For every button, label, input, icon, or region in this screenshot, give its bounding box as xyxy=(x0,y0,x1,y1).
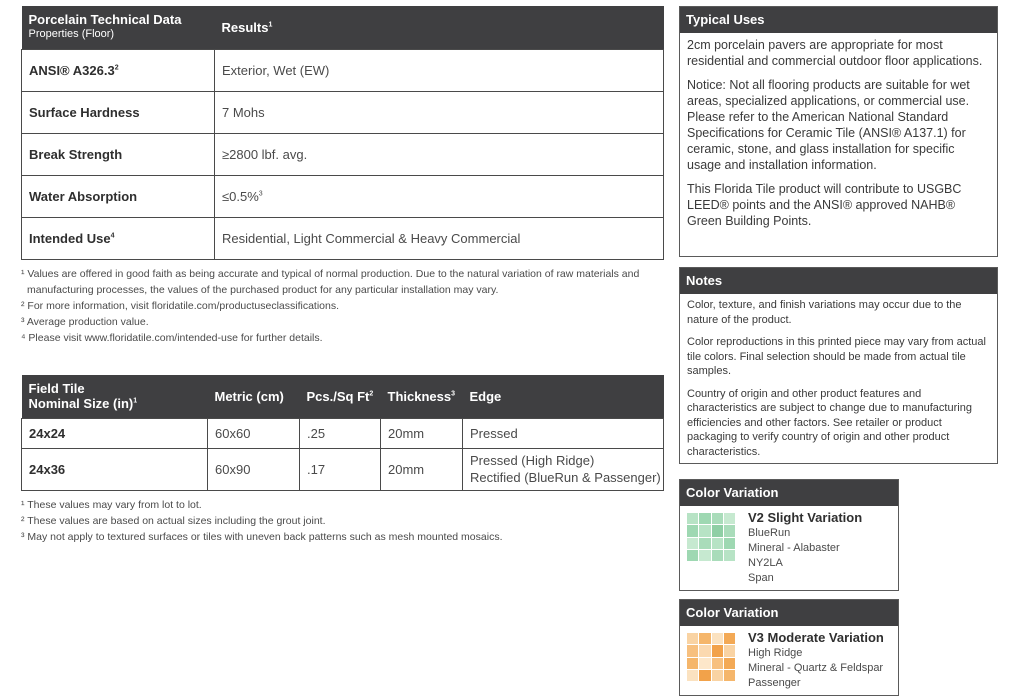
header-pcs xyxy=(300,375,381,418)
swatch-tile xyxy=(724,633,735,644)
header-pcs-sup: 2 xyxy=(369,390,374,398)
header-size-line1: Field Tile xyxy=(28,381,85,397)
swatch-tile xyxy=(724,645,735,656)
header-nominal-size xyxy=(22,375,208,418)
color-variation-v3-panel xyxy=(679,599,899,696)
swatch-tile xyxy=(712,645,723,656)
swatch-tile xyxy=(699,670,710,681)
typical-uses-panel xyxy=(679,6,998,257)
swatch-tile xyxy=(712,513,723,524)
swatch-tile xyxy=(712,658,723,669)
technical-footnotes xyxy=(21,266,641,346)
property-label: ANSI® A326.3 xyxy=(29,62,115,78)
swatch-tile xyxy=(712,633,723,644)
variation-name: V3 Moderate Variation xyxy=(748,630,884,645)
edge-line: Rectified (BlueRun & Passenger) xyxy=(470,470,661,485)
table-row xyxy=(22,448,664,490)
color-variation-body xyxy=(680,506,898,590)
property-sup: 2 xyxy=(114,64,119,72)
pcs-cell: .25 xyxy=(300,418,381,448)
typical-uses-paragraph: 2cm porcelain pavers are appropriate for most residential and commercial outdoor floor applications. xyxy=(687,38,983,68)
variation-item: Mineral - Alabaster xyxy=(748,542,840,554)
footnote: ² These values are based on actual sizes including the grout joint. xyxy=(21,515,326,527)
swatch-tile xyxy=(699,633,710,644)
property-label: Water Absorption xyxy=(29,188,138,204)
footnote: ⁴ Please visit www.floridatile.com/intended-use for further details. xyxy=(21,332,323,344)
footnote: ³ May not apply to textured surfaces or tiles with uneven back patterns such as mesh mounted mosaics. xyxy=(21,531,503,543)
tile-swatch-green xyxy=(686,512,736,562)
header-metric xyxy=(208,375,300,418)
footnote: ¹ These values may vary from lot to lot. xyxy=(21,499,202,511)
result-cell xyxy=(215,49,664,91)
header-results-label: Results xyxy=(221,19,269,35)
result-cell xyxy=(215,175,664,217)
technical-data-header xyxy=(22,6,664,49)
variation-item: NY2LA xyxy=(748,557,783,569)
typical-uses-paragraph: This Florida Tile product will contribute to USGBC LEED® points and the ANSI® approved NAHB® Green Building Points. xyxy=(687,182,962,228)
swatch-tile xyxy=(699,538,710,549)
metric-cell: 60x90 xyxy=(208,448,300,490)
variation-item: Span xyxy=(748,572,774,584)
color-variation-text xyxy=(748,510,862,586)
property-cell xyxy=(22,49,215,91)
color-variation-v2-panel xyxy=(679,479,899,591)
variation-item: High Ridge xyxy=(748,647,803,659)
header-properties xyxy=(22,6,215,49)
pcs-cell: .17 xyxy=(300,448,381,490)
notes-title: Notes xyxy=(680,268,997,294)
table-row xyxy=(22,418,664,448)
color-variation-title: Color Variation xyxy=(680,480,898,506)
footnote: ³ Average production value. xyxy=(21,316,149,328)
size-cell: 24x36 xyxy=(22,448,208,490)
notes-panel xyxy=(679,267,998,464)
swatch-tile xyxy=(687,538,698,549)
swatch-tile xyxy=(712,670,723,681)
property-cell xyxy=(22,133,215,175)
header-edge-label: Edge xyxy=(469,388,502,404)
header-size-sup: 1 xyxy=(133,397,138,405)
notes-body xyxy=(680,294,997,471)
notes-paragraph: Country of origin and other product features and characteristics are subject to change due to manufacturing efficiencies and other factors. See retailer or product packaging to verify country of origin and other product characteristics. xyxy=(687,387,972,458)
property-label: Break Strength xyxy=(29,146,123,162)
notes-paragraph: Color reproductions in this printed piece may vary from actual tile colors. Final selection should be made from actual tile samples. xyxy=(687,336,986,377)
result-sup: 3 xyxy=(258,190,263,198)
table-row xyxy=(22,49,664,91)
swatch-tile xyxy=(724,513,735,524)
size-cell: 24x24 xyxy=(22,418,208,448)
table-row xyxy=(22,175,664,217)
swatch-tile xyxy=(687,633,698,644)
swatch-tile xyxy=(712,550,723,561)
swatch-tile xyxy=(724,525,735,536)
header-thickness xyxy=(381,375,463,418)
thickness-cell: 20mm xyxy=(381,418,463,448)
typical-uses-paragraph: Notice: Not all flooring products are suitable for wet areas, specialized applications, or commercial use. Please refer to the American National Standard Specifications for Ceramic Tile (ANSI® A137.1) for ceramic, stone, and glass installation for specific usage and installation information. xyxy=(687,78,970,172)
swatch-tile xyxy=(687,645,698,656)
swatch-tile xyxy=(687,550,698,561)
swatch-tile xyxy=(724,670,735,681)
notes-paragraph: Color, texture, and finish variations may occur due to the nature of the product. xyxy=(687,299,962,326)
swatch-tile xyxy=(699,645,710,656)
variation-item: Passenger xyxy=(748,677,801,689)
header-edge xyxy=(463,375,664,418)
edge-line: Pressed (High Ridge) xyxy=(470,453,595,468)
edge-cell: Pressed xyxy=(463,418,664,448)
property-sup: 4 xyxy=(110,232,115,240)
variation-item: BlueRun xyxy=(748,527,791,539)
result-value: 7 Mohs xyxy=(222,104,265,120)
swatch-tile xyxy=(699,550,710,561)
swatch-tile xyxy=(699,658,710,669)
swatch-tile xyxy=(699,513,710,524)
variation-name: V2 Slight Variation xyxy=(748,510,863,525)
thickness-cell: 20mm xyxy=(381,448,463,490)
header-title: Porcelain Technical Data xyxy=(28,12,182,28)
property-cell xyxy=(22,91,215,133)
swatch-tile xyxy=(687,513,698,524)
header-subtitle: Properties (Floor) xyxy=(28,28,115,41)
swatch-tile xyxy=(699,525,710,536)
variation-item: Mineral - Quartz & Feldspar xyxy=(748,662,884,674)
header-thickness-sup: 3 xyxy=(451,390,455,398)
tile-swatch-orange xyxy=(686,632,736,682)
swatch-tile xyxy=(712,538,723,549)
header-results-sup: 1 xyxy=(268,21,273,29)
swatch-tile xyxy=(687,670,698,681)
result-value: Residential, Light Commercial & Heavy Commercial xyxy=(222,230,521,246)
footnote: ¹ Values are offered in good faith as being accurate and typical of normal production. Due to the natural variation of raw materials and manufacturing processes, the values of the purchased product for any particular installation may vary. xyxy=(21,268,640,296)
table-row xyxy=(22,133,664,175)
header-pcs-label: Pcs./Sq Ft xyxy=(306,388,370,404)
header-size-line2: Nominal Size (in) xyxy=(28,396,134,412)
property-cell xyxy=(22,175,215,217)
field-tile-header xyxy=(22,375,664,418)
typical-uses-title: Typical Uses xyxy=(680,7,997,33)
header-metric-label: Metric (cm) xyxy=(214,388,284,404)
footnote: ² For more information, visit floridatile.com/productuseclassifications. xyxy=(21,300,340,312)
field-tile-footnotes xyxy=(21,497,641,545)
swatch-tile xyxy=(712,525,723,536)
property-cell xyxy=(22,217,215,259)
property-label: Surface Hardness xyxy=(29,104,140,120)
table-row xyxy=(22,91,664,133)
edge-cell xyxy=(463,448,664,490)
swatch-tile xyxy=(724,538,735,549)
table-row xyxy=(22,217,664,259)
field-tile-table xyxy=(21,375,664,491)
result-value: Exterior, Wet (EW) xyxy=(222,62,330,78)
header-results xyxy=(215,6,664,49)
result-value: ≤0.5% xyxy=(222,188,259,204)
color-variation-text xyxy=(748,630,884,691)
swatch-tile xyxy=(724,658,735,669)
result-cell xyxy=(215,217,664,259)
result-cell xyxy=(215,91,664,133)
swatch-tile xyxy=(687,658,698,669)
technical-data-table xyxy=(21,6,664,260)
swatch-tile xyxy=(687,525,698,536)
typical-uses-body xyxy=(680,33,997,241)
color-variation-title: Color Variation xyxy=(680,600,898,626)
swatch-tile xyxy=(724,550,735,561)
color-variation-body xyxy=(680,626,898,695)
result-cell xyxy=(215,133,664,175)
header-thickness-label: Thickness xyxy=(387,388,452,404)
result-value: ≥2800 lbf. avg. xyxy=(222,146,308,162)
property-label: Intended Use xyxy=(29,230,111,246)
metric-cell: 60x60 xyxy=(208,418,300,448)
